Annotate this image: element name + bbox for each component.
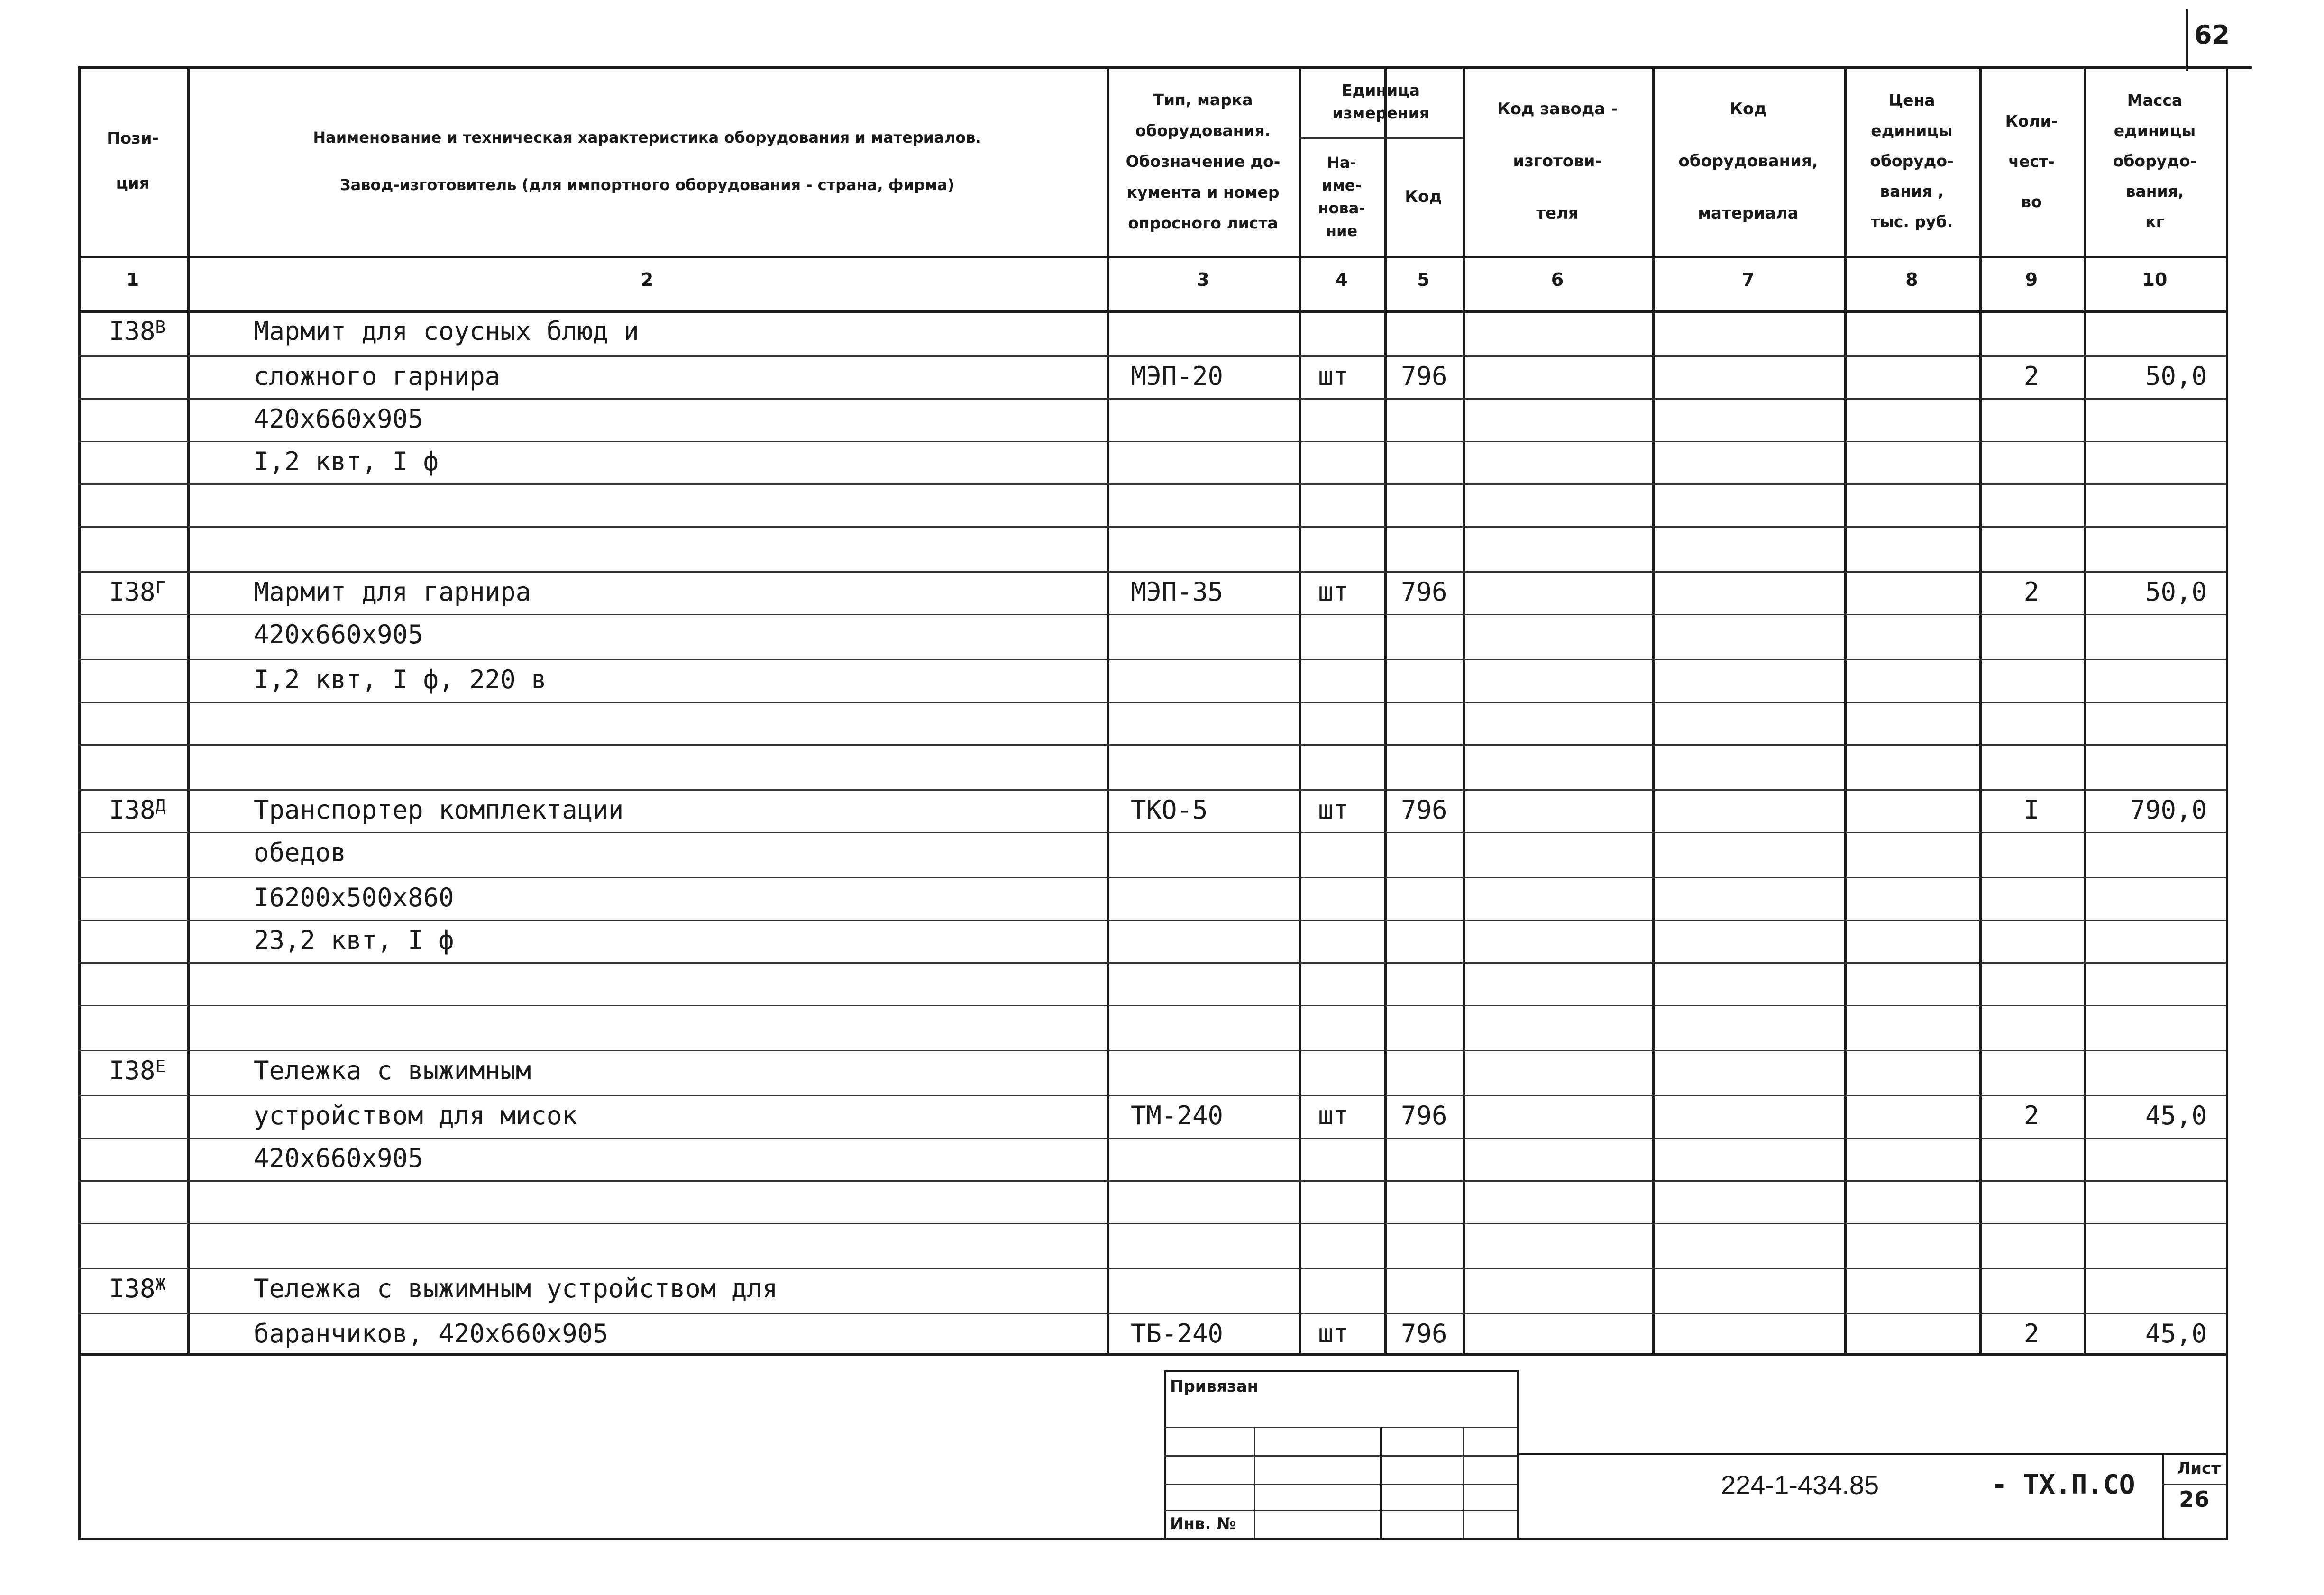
unit-name: шт	[1318, 795, 1349, 825]
header-c5	[1384, 182, 1463, 211]
row-divider-11	[78, 789, 2226, 791]
header-c45	[1299, 79, 1463, 125]
item-description: устройством для мисок	[254, 1101, 577, 1130]
header-c5-line: Код	[1405, 187, 1442, 206]
sheet-right-border	[2226, 66, 2228, 1540]
header-c3-line: Тип, марка	[1153, 90, 1253, 109]
unit-code: 796	[1401, 795, 1447, 825]
row-divider-6	[78, 571, 2226, 573]
column-number: 5	[1417, 269, 1430, 290]
column-number: 6	[1551, 269, 1564, 290]
unit-code: 796	[1401, 361, 1447, 391]
unit-mass: 45,0	[2145, 1319, 2207, 1349]
item-description: I,2 квт, I ф	[254, 447, 439, 476]
stamp-top-border	[1164, 1370, 1519, 1372]
unit-mass: 50,0	[2145, 361, 2207, 391]
unit-code: 796	[1401, 1101, 1447, 1130]
equipment-type: ТБ-240	[1131, 1319, 1224, 1349]
header-c3	[1107, 84, 1299, 238]
header-c10	[2084, 85, 2226, 237]
quantity: 2	[2023, 577, 2040, 607]
header-c7-line: материала	[1698, 204, 1799, 223]
unit-name: шт	[1318, 361, 1349, 391]
stamp-col-3	[1463, 1427, 1464, 1538]
item-description: Тележка с выжимным устройством для	[254, 1274, 778, 1303]
column-number: 8	[1905, 269, 1918, 290]
row-divider-12	[78, 832, 2226, 833]
header-c6-line: Код завода -	[1497, 100, 1618, 118]
table-body-bottom-border	[78, 1353, 2226, 1356]
quantity: 2	[2023, 1101, 2040, 1130]
header-c2	[187, 114, 1107, 209]
item-description: 420х660х905	[254, 1143, 423, 1173]
stamp-row-3	[1164, 1484, 1517, 1485]
position-base: I38	[109, 1274, 156, 1303]
unit-mass: 50,0	[2145, 577, 2207, 607]
header-c9-line: Коли-	[2005, 111, 2058, 130]
header-c6-line: теля	[1536, 204, 1579, 223]
header-c3-line: опросного листа	[1128, 213, 1278, 232]
row-divider-17	[78, 1050, 2226, 1051]
header-c4-line: име-	[1322, 176, 1362, 194]
header-c3-line: оборудования.	[1135, 121, 1271, 140]
page-number: 62	[2194, 20, 2230, 50]
position-base: I38	[109, 795, 156, 825]
stamp-row-1	[1164, 1427, 1517, 1428]
column-number: 7	[1742, 269, 1755, 290]
header-c3-line: Обозначение до-	[1125, 152, 1281, 171]
header-c8-line: оборудо-	[1870, 152, 1954, 170]
sheet-box-left	[2162, 1453, 2164, 1538]
item-description: I6200х500х860	[254, 883, 454, 912]
column-divider-2	[1107, 66, 1109, 1353]
quantity: 2	[2023, 1319, 2040, 1349]
sheet-label: Лист	[2177, 1459, 2221, 1478]
row-divider-3	[78, 441, 2226, 442]
header-c45-line: Единица	[1342, 81, 1420, 100]
stamp-col-2	[1380, 1427, 1382, 1538]
column-numbers-bottom-border	[78, 310, 2226, 313]
header-c2-line: Наименование и техническая характеристика оборудования и материалов.	[313, 128, 981, 146]
position-base: I38	[109, 577, 156, 607]
column-divider-4	[1384, 66, 1387, 1353]
row-divider-10	[78, 744, 2226, 746]
column-divider-3	[1299, 66, 1301, 1353]
row-divider-2	[78, 398, 2226, 400]
stamp-col-1	[1254, 1427, 1255, 1538]
row-divider-20	[78, 1180, 2226, 1182]
quantity: I	[2023, 795, 2040, 825]
header-c4-line: ние	[1326, 222, 1358, 240]
item-description: Тележка с выжимным	[254, 1056, 531, 1085]
row-divider-4	[78, 483, 2226, 485]
header-c2-line: Завод-изготовитель (для импортного оборудования - страна, фирма)	[339, 176, 955, 194]
row-divider-21	[78, 1223, 2226, 1224]
unit-code: 796	[1401, 1319, 1447, 1349]
position-index: Г	[155, 578, 166, 598]
header-c10-line: единицы	[2114, 121, 2196, 140]
header-c6	[1463, 83, 1652, 239]
row-divider-8	[78, 659, 2226, 660]
row-divider-13	[78, 877, 2226, 878]
column-divider-6	[1652, 66, 1655, 1353]
header-c1-line: ция	[116, 174, 150, 193]
position-number	[109, 1274, 165, 1304]
header-c4	[1299, 151, 1384, 242]
sheet-number: 26	[2179, 1486, 2210, 1512]
header-c7	[1652, 83, 1844, 239]
document-suffix: - ТХ.П.СО	[1991, 1469, 2135, 1500]
column-divider-8	[1979, 66, 1982, 1353]
header-c6-line: изготови-	[1513, 152, 1602, 171]
item-description: I,2 квт, I ф, 220 в	[254, 665, 547, 694]
position-number	[109, 316, 165, 346]
header-c8-line: единицы	[1871, 121, 1953, 140]
header-c4-line: нова-	[1318, 199, 1365, 217]
row-divider-16	[78, 1005, 2226, 1006]
equipment-type: ТМ-240	[1131, 1101, 1224, 1130]
row-divider-22	[78, 1268, 2226, 1269]
unit-mass: 45,0	[2145, 1101, 2207, 1130]
row-divider-1	[78, 355, 2226, 357]
item-description: Мармит для соусных блюд и	[254, 316, 639, 346]
column-number: 3	[1197, 269, 1209, 290]
unit-header-divider	[1299, 137, 1463, 139]
position-index: Д	[155, 796, 166, 816]
unit-name: шт	[1318, 1101, 1349, 1130]
privyazan-label: Привязан	[1170, 1377, 1259, 1396]
header-c8	[1844, 85, 1979, 237]
header-bottom-border	[78, 256, 2226, 258]
unit-mass: 790,0	[2130, 795, 2207, 825]
row-divider-18	[78, 1095, 2226, 1096]
header-c9-line: во	[2021, 192, 2042, 211]
position-number	[109, 577, 165, 607]
stamp-left-border	[1164, 1370, 1166, 1538]
column-divider-7	[1844, 66, 1847, 1353]
position-base: I38	[109, 1056, 156, 1085]
quantity: 2	[2023, 361, 2040, 391]
unit-name: шт	[1318, 577, 1349, 607]
header-c10-line: Масса	[2127, 91, 2183, 109]
stamp-row-4	[1164, 1510, 1517, 1511]
column-number: 4	[1335, 269, 1348, 290]
column-number: 2	[640, 269, 654, 290]
header-c8-line: тыс. руб.	[1870, 212, 1953, 231]
header-c8-line: вания ,	[1880, 182, 1944, 201]
item-description: обедов	[254, 838, 347, 867]
row-divider-7	[78, 614, 2226, 615]
column-number: 1	[126, 269, 139, 290]
header-c7-line: Код	[1729, 100, 1767, 118]
column-number: 9	[2025, 269, 2038, 290]
position-index: Ж	[155, 1275, 166, 1294]
equipment-type: МЭП-20	[1131, 361, 1224, 391]
stamp-title-top	[1517, 1453, 2226, 1455]
table-top-border	[78, 66, 2226, 69]
equipment-type: МЭП-35	[1131, 577, 1224, 607]
stamp-row-2	[1164, 1455, 1517, 1457]
sheet-left-border	[78, 66, 81, 1540]
item-description: 420х660х905	[254, 620, 423, 649]
header-c10-line: вания,	[2125, 182, 2184, 201]
item-description: 23,2 квт, I ф	[254, 925, 454, 955]
equipment-type: ТКО-5	[1131, 795, 1208, 825]
header-c9-line: чест-	[2008, 152, 2055, 171]
header-c10-line: кг	[2145, 212, 2164, 231]
item-description: Транспортер комплектации	[254, 795, 624, 825]
position-number	[109, 795, 165, 825]
header-c45-line: измерения	[1332, 104, 1429, 122]
position-index: Е	[155, 1057, 166, 1076]
item-description: 420х660х905	[254, 404, 423, 434]
column-divider-5	[1463, 66, 1465, 1353]
sheet-bottom-border	[78, 1538, 2226, 1540]
page-number-frame-left	[2186, 9, 2188, 71]
header-c4-line: На-	[1327, 154, 1356, 172]
row-divider-23	[78, 1313, 2226, 1314]
unit-code: 796	[1401, 577, 1447, 607]
item-description: баранчиков, 420х660х905	[254, 1319, 608, 1349]
row-divider-9	[78, 702, 2226, 703]
row-divider-19	[78, 1138, 2226, 1139]
row-divider-14	[78, 920, 2226, 921]
header-c10-line: оборудо-	[2113, 152, 2197, 170]
document-code: 224-1-434.85	[1721, 1470, 1879, 1500]
row-divider-15	[78, 962, 2226, 964]
position-index: В	[155, 318, 166, 337]
header-c9	[1979, 101, 2084, 222]
item-description: Мармит для гарнира	[254, 577, 531, 607]
header-c3-line: кумента и номер	[1126, 182, 1280, 201]
unit-name: шт	[1318, 1319, 1349, 1349]
sheet-box-divider	[2162, 1484, 2226, 1485]
column-number: 10	[2142, 269, 2168, 290]
header-c1	[78, 116, 187, 206]
header-c1-line: Пози-	[107, 129, 159, 148]
position-number	[109, 1056, 165, 1086]
header-c8-line: Цена	[1888, 91, 1935, 109]
inventory-number-label: Инв. №	[1170, 1514, 1236, 1533]
column-divider-1	[187, 66, 190, 1353]
item-description: сложного гарнира	[254, 361, 501, 391]
position-base: I38	[109, 316, 156, 346]
row-divider-5	[78, 526, 2226, 528]
header-c7-line: оборудования,	[1678, 152, 1818, 171]
column-divider-9	[2084, 66, 2086, 1353]
